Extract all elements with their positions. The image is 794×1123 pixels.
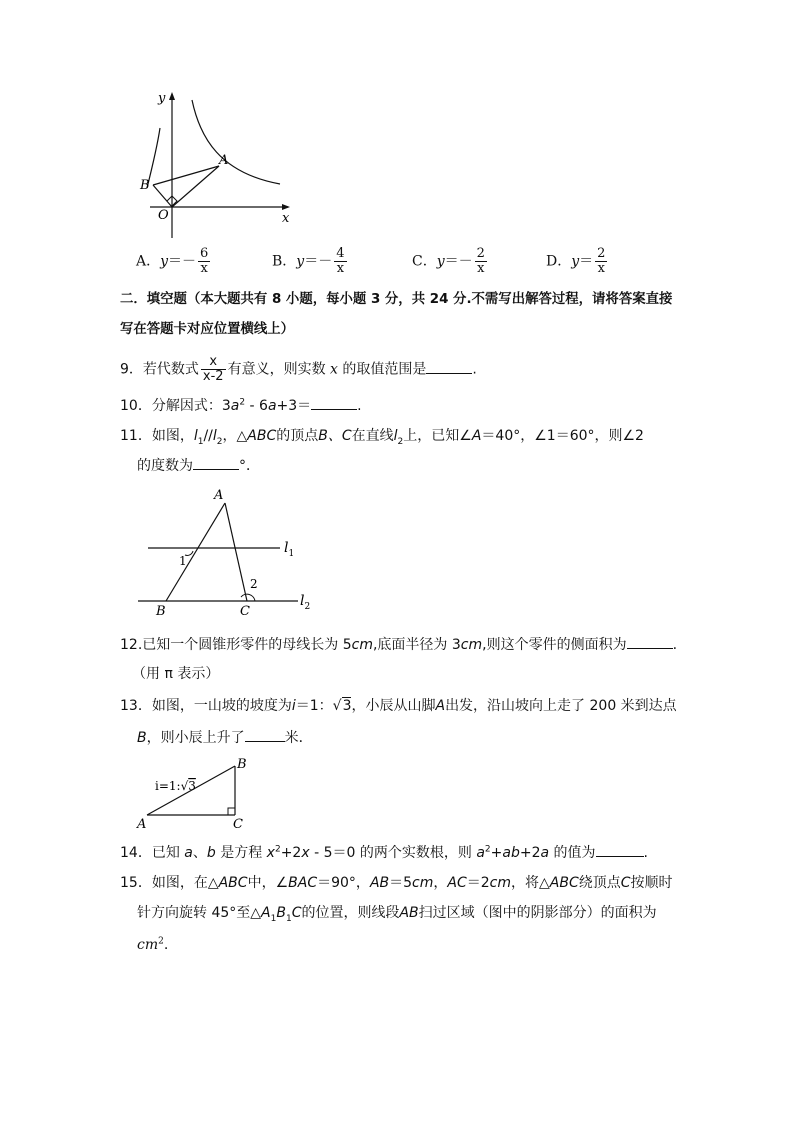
q15-text: ， xyxy=(433,875,448,891)
answer-blank[interactable] xyxy=(627,634,673,649)
question-9 xyxy=(120,355,477,384)
q9-text-mid: 有意义，则实数 xyxy=(227,361,326,378)
q15-text: 的位置，则线段 xyxy=(301,905,400,921)
fraction-numerator: 6 xyxy=(200,246,209,261)
question-13-line2 xyxy=(137,727,313,748)
q13-point-a: A xyxy=(435,698,446,714)
q15-var: A xyxy=(261,905,271,921)
question-number: 10． xyxy=(120,398,152,414)
q11-text: 的顶点 xyxy=(276,428,319,444)
option-eq: ＝ xyxy=(579,253,594,270)
q10-var-a: a xyxy=(230,398,240,414)
section2-heading-line1: 二．填空题（本大题共有 8 小题，每小题 3 分，共 24 分.不需写出解答过程，请将答案直接 xyxy=(120,292,673,307)
q12-text: 已知一个圆锥形零件的母线长为 5 xyxy=(142,637,352,653)
q10-text-pre: 分解因式：3 xyxy=(151,398,231,414)
fig11-label-l1: $l_1$ xyxy=(284,540,295,559)
q11-figure xyxy=(130,485,330,620)
fraction-numerator: 2 xyxy=(597,246,606,261)
point-label-a: A xyxy=(219,153,229,168)
q14-var: a xyxy=(184,845,193,861)
q12-text: ,则这个零件的侧面积为 xyxy=(482,637,627,653)
q13-root: 3 xyxy=(342,698,352,714)
q14-exponent: 2 xyxy=(274,844,281,855)
q10-text-mid: - 6 xyxy=(245,398,268,414)
q12-unit: cm xyxy=(460,637,483,653)
q9-fraction xyxy=(201,355,226,384)
option-fraction xyxy=(595,247,607,276)
segment-AC xyxy=(225,503,247,601)
q11-text: 如图， xyxy=(151,428,194,444)
q14-text: 、 xyxy=(192,845,207,861)
q11-angle-a: A xyxy=(471,428,482,444)
q15-text: 如图，在△ xyxy=(151,875,219,891)
question-15-line3 xyxy=(137,935,168,955)
fig13-label-b: B xyxy=(237,757,247,772)
q9-text-pre: 若代数式 xyxy=(142,361,199,378)
fig11-label-l2: $l_2$ xyxy=(300,593,311,612)
question-12-line2: （用 π 表示） xyxy=(132,666,220,682)
q11-l: l xyxy=(193,428,198,444)
fraction-numerator: 2 xyxy=(476,246,485,261)
q10-end: . xyxy=(357,398,362,414)
q11-abc: ABC xyxy=(247,428,277,444)
option-letter: B． xyxy=(272,253,297,270)
question-15-line2 xyxy=(137,903,657,923)
option-fraction xyxy=(475,247,487,276)
q11-l: l xyxy=(393,428,398,444)
q11-text: 的度数为 xyxy=(137,458,193,474)
question-10 xyxy=(120,395,362,416)
slope-label: i=1:√3 xyxy=(155,779,196,793)
question-11-line2 xyxy=(137,455,260,476)
q11-sub: 2 xyxy=(397,436,404,447)
answer-blank[interactable] xyxy=(426,359,472,374)
q9-end: . xyxy=(472,361,477,378)
q11-sub: 2 xyxy=(216,436,223,447)
fig11-label-c: C xyxy=(240,604,250,619)
fig11-label-2: 2 xyxy=(250,577,258,591)
origin-label: O xyxy=(158,208,169,223)
option-eq: ＝－ xyxy=(168,253,197,270)
angle-2-arc xyxy=(241,594,255,601)
q11-text: ，△ xyxy=(222,428,248,444)
q15-sub: 1 xyxy=(285,913,292,924)
fraction-denominator: x xyxy=(477,261,485,276)
q14-var: x xyxy=(301,845,310,861)
q15-exponent: 2 xyxy=(158,936,164,947)
q11-bc: B、C xyxy=(318,428,352,444)
q13-point-b: B xyxy=(137,730,147,746)
q15-unit: cm xyxy=(412,875,434,891)
q14-text: - 5＝0 的两个实数根，则 xyxy=(309,845,472,861)
q13-text: ＝1： xyxy=(295,698,333,714)
q13-var-i: i xyxy=(291,698,296,714)
option-var: y xyxy=(296,253,305,270)
question-number: 14． xyxy=(120,845,152,861)
q11-text: °． xyxy=(239,458,260,474)
question-number: 13． xyxy=(120,698,152,714)
axis-label-y: y xyxy=(158,91,166,106)
q12-end: . xyxy=(672,637,678,653)
fig13-label-c: C xyxy=(233,817,243,832)
q14-var: a xyxy=(476,845,485,861)
q15-var: AB xyxy=(369,875,390,891)
q9-var: x xyxy=(330,361,338,378)
q8-option-c xyxy=(412,247,489,276)
q15-text: ＝90°， xyxy=(317,875,370,891)
q8-graph-figure xyxy=(130,88,300,243)
fig11-label-b: B xyxy=(156,604,166,619)
q13-figure xyxy=(135,756,260,832)
fraction-numerator: 4 xyxy=(336,246,345,261)
question-11-line1 xyxy=(120,426,644,446)
q14-var: b xyxy=(206,845,216,861)
q11-par: // xyxy=(203,428,213,444)
question-14 xyxy=(120,842,648,863)
option-var: y xyxy=(436,253,445,270)
q14-var: ab xyxy=(502,845,520,861)
question-number: 12. xyxy=(120,637,143,653)
hyperbola-right-branch xyxy=(192,100,280,184)
option-letter: D． xyxy=(546,253,572,270)
q13-text: ，则小辰上升了 xyxy=(146,730,245,746)
q14-exponent: 2 xyxy=(484,844,491,855)
q15-var: BAC xyxy=(288,875,318,891)
q15-end: . xyxy=(163,937,169,953)
q11-text: ＝40°，∠1＝60°，则∠2 xyxy=(481,428,644,444)
q8-option-a xyxy=(136,247,212,276)
section2-heading-line2: 写在答题卡对应位置横线上） xyxy=(120,322,295,337)
fraction-denominator: x xyxy=(597,261,605,276)
segment-AB xyxy=(153,166,219,185)
q15-var: ABC xyxy=(549,875,579,891)
option-eq: ＝－ xyxy=(304,253,333,270)
q11-l: l xyxy=(212,428,217,444)
q14-text: +2 xyxy=(519,845,541,861)
fig11-label-1: 1 xyxy=(179,554,187,568)
answer-blank[interactable] xyxy=(245,727,285,742)
q14-text: 是方程 xyxy=(220,845,263,861)
q14-var: x xyxy=(266,845,275,861)
segment-AB xyxy=(166,503,225,601)
fraction-numerator: x xyxy=(201,355,226,370)
right-angle-mark xyxy=(228,808,235,815)
q15-text: 中，∠ xyxy=(247,875,289,891)
question-12-line1 xyxy=(120,634,677,655)
q9-text-post: 的取值范围是 xyxy=(342,361,427,378)
q14-end: . xyxy=(643,845,648,861)
axis-label-x: x xyxy=(282,211,290,226)
fraction-denominator: x xyxy=(200,261,208,276)
q15-text: ＝5 xyxy=(389,875,413,891)
q13-text: 出发，沿山坡向上走了 200 米到达点 xyxy=(445,698,677,714)
segment-OB xyxy=(153,185,172,207)
q15-text: 绕顶点 xyxy=(578,875,621,891)
q14-var: a xyxy=(540,845,550,861)
q10-text-rest: +3＝ xyxy=(276,398,312,414)
q13-text: ，小辰从山脚 xyxy=(351,698,436,714)
q15-sub: 1 xyxy=(270,913,277,924)
q8-option-b xyxy=(272,247,349,276)
option-var: y xyxy=(571,253,580,270)
q15-text: 针方向旋转 45°至△ xyxy=(137,905,262,921)
fig11-label-a: A xyxy=(214,488,224,503)
q14-text: + xyxy=(490,845,503,861)
q15-var: B xyxy=(276,905,286,921)
option-letter: C． xyxy=(412,253,437,270)
option-fraction xyxy=(334,247,346,276)
option-var: y xyxy=(160,253,169,270)
q15-var: AC xyxy=(447,875,467,891)
answer-blank[interactable] xyxy=(596,842,644,857)
q14-text: 的值为 xyxy=(553,845,596,861)
question-number: 15． xyxy=(120,875,152,891)
q15-text: 按顺时 xyxy=(630,875,673,891)
y-axis-arrow xyxy=(169,92,175,100)
q11-text: 上，已知∠ xyxy=(403,428,472,444)
q14-text: 已知 xyxy=(151,845,180,861)
q15-text: ＝2 xyxy=(466,875,490,891)
question-number: 11． xyxy=(120,428,152,444)
q15-text: 扫过区域（图中的阴影部分）的面积为 xyxy=(418,905,657,921)
q15-unit: cm xyxy=(137,937,159,953)
option-letter: A． xyxy=(136,253,161,270)
point-label-b: B xyxy=(140,178,150,193)
q10-exponent: 2 xyxy=(239,397,246,408)
fig13-label-a: A xyxy=(137,817,147,832)
answer-blank[interactable] xyxy=(311,395,357,410)
fraction-denominator: x-2 xyxy=(202,369,224,384)
question-13-line1: 13．如图，一山坡的坡度为i＝1：√3，小辰从山脚A出发，沿山坡向上走了 200 米到达点 xyxy=(120,698,677,714)
q15-var: AB xyxy=(399,905,419,921)
q15-var: ABC xyxy=(218,875,248,891)
question-number: 9． xyxy=(120,361,143,378)
q13-text: 如图，一山坡的坡度为 xyxy=(151,698,292,714)
q15-unit: cm xyxy=(489,875,512,891)
option-fraction xyxy=(198,247,210,276)
q13-text: 米． xyxy=(284,730,313,746)
answer-blank[interactable] xyxy=(193,455,239,470)
option-eq: ＝－ xyxy=(444,253,473,270)
q14-text: +2 xyxy=(280,845,302,861)
fraction-denominator: x xyxy=(336,261,345,276)
question-15-line1 xyxy=(120,873,673,893)
q10-var-a2: a xyxy=(267,398,277,414)
q12-unit: cm xyxy=(351,637,373,653)
q11-sub: 1 xyxy=(197,436,204,447)
q15-var: C xyxy=(291,905,302,921)
q15-var: C xyxy=(620,875,631,891)
q8-option-d xyxy=(546,247,609,276)
q12-text: ,底面半径为 3 xyxy=(372,637,461,653)
q15-text: ，将△ xyxy=(511,875,550,891)
q11-text: 在直线 xyxy=(351,428,394,444)
x-axis-arrow xyxy=(282,204,290,210)
